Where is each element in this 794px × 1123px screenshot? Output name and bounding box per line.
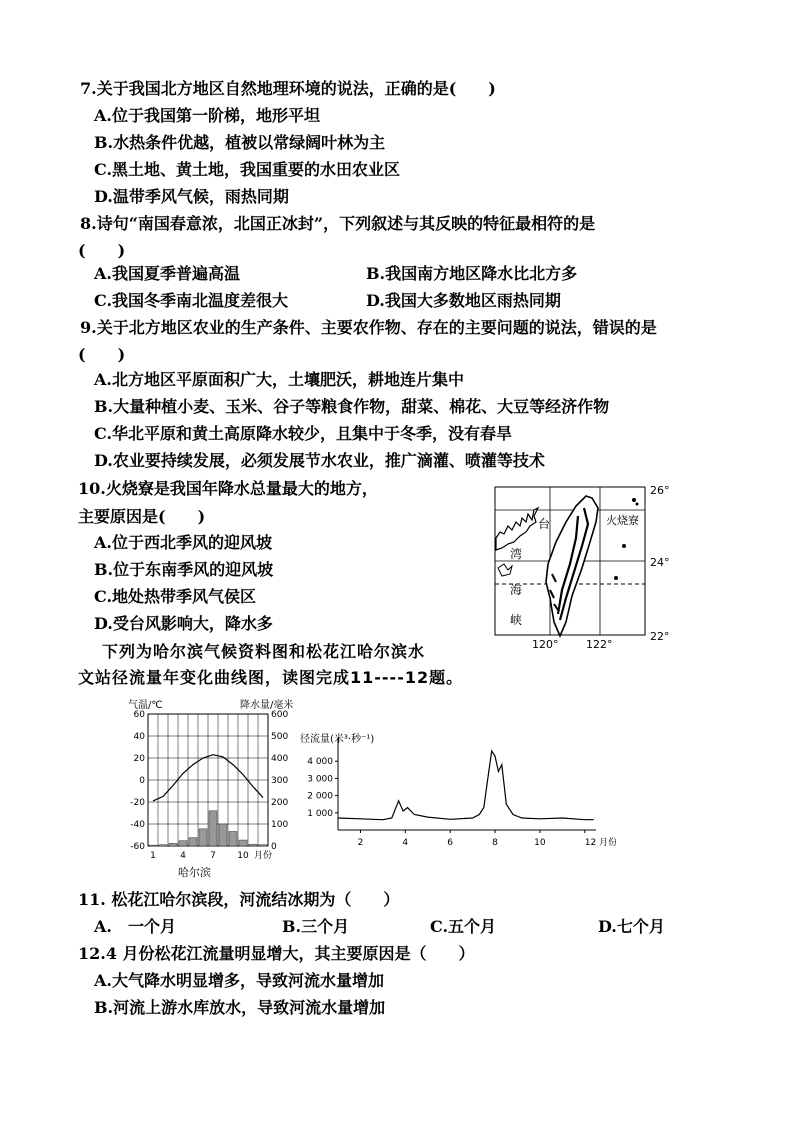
- climate-ytick-right: 400: [271, 754, 289, 764]
- precipitation-bar: [159, 845, 167, 846]
- q10-stem-1: 10.火烧寮是我国年降水总量最大的地方，: [78, 479, 378, 498]
- q8-option-d: D.我国大多数地区雨热同期: [366, 291, 561, 310]
- q9-option-a: A.北方地区平原面积广大，土壤肥沃，耕地连片集中: [94, 370, 464, 389]
- runoff-xtick: 6: [447, 838, 454, 848]
- intro-line-1: 下列为哈尔滨气候资料图和松花江哈尔滨水: [102, 642, 426, 661]
- precipitation-bar: [229, 831, 237, 846]
- climate-ytick-left: 60: [133, 710, 145, 720]
- climate-ytick-right: 500: [271, 732, 289, 742]
- climate-ytick-right: 100: [271, 820, 289, 830]
- precipitation-bar: [219, 824, 227, 846]
- precipitation-bar: [249, 844, 257, 846]
- map-label-huoshaoliao: 火烧寮: [606, 514, 639, 527]
- precipitation-bar: [169, 843, 177, 846]
- island-dot: [614, 576, 618, 580]
- precipitation-bar: [209, 811, 217, 846]
- precipitation-bar: [189, 838, 197, 846]
- climate-ylabel-right: 降水量/毫米: [240, 700, 294, 711]
- q12-stem: 12.4 月份松花江流量明显增大，其主要原因是（ ）: [78, 944, 475, 963]
- q10-option-d: D.受台风影响大，降水多: [94, 614, 273, 633]
- lon-label-120: 120°: [532, 638, 559, 648]
- q7-option-d: D.温带季风气候，雨热同期: [94, 187, 289, 206]
- map-label-tai: 台: [538, 517, 551, 531]
- climate-ytick-right: 0: [271, 842, 277, 852]
- q11-option-b: B.三个月: [282, 917, 350, 936]
- climate-ytick-left: -20: [130, 798, 145, 808]
- q11-option-d: D.七个月: [598, 917, 665, 936]
- q10-option-c: C.地处热带季风气侯区: [94, 587, 257, 606]
- climate-title: 哈尔滨: [178, 866, 211, 879]
- q9-paren: ( ): [78, 345, 126, 364]
- climate-xtick-unit: 月份: [254, 851, 273, 861]
- lon-label-122: 122°: [586, 638, 613, 648]
- map-label-xia: 峡: [510, 613, 523, 627]
- climate-ytick-right: 200: [271, 798, 289, 808]
- runoff-xtick: 10: [534, 838, 546, 848]
- map-label-wan: 湾: [510, 547, 523, 561]
- climate-ytick-left: 0: [139, 776, 145, 786]
- runoff-ytick: 4 000: [307, 757, 333, 768]
- climate-xtick: 7: [210, 851, 216, 861]
- runoff-xtick: 8: [492, 838, 498, 848]
- climate-ytick-right: 600: [271, 710, 289, 720]
- lat-label-26: 26°: [650, 486, 670, 497]
- runoff-xtick: 12 月份: [584, 838, 616, 848]
- climate-xtick: 1: [150, 851, 156, 861]
- precipitation-bar: [179, 841, 187, 846]
- q8-stem: 8.诗句“南国春意浓，北国正冰封”，下列叙述与其反映的特征最相符的是: [80, 214, 596, 233]
- climate-ytick-left: 20: [133, 754, 145, 764]
- runoff-ytick: 1 000: [307, 808, 333, 819]
- lat-label-22: 22°: [650, 630, 670, 643]
- climate-ylabel-left: 气温/℃: [128, 700, 163, 711]
- q9-option-b: B.大量种植小麦、玉米、谷子等粮食作物，甜菜、棉花、大豆等经济作物: [94, 397, 610, 416]
- precipitation-bar: [239, 840, 247, 846]
- intro-line-2: 文站径流量年变化曲线图，读图完成11----12题。: [78, 668, 464, 687]
- q7-option-c: C.黑土地、黄土地，我国重要的水田农业区: [94, 160, 401, 179]
- map-label-hai: 海: [510, 583, 523, 597]
- q9-stem: 9.关于北方地区农业的生产条件、主要农作物、存在的主要问题的说法，错误的是: [80, 318, 657, 337]
- runoff-ytick: 2 000: [307, 791, 333, 802]
- harbin-climate-chart: [118, 696, 298, 886]
- q7-option-a: A.位于我国第一阶梯，地形平坦: [94, 106, 320, 125]
- climate-xtick: 4: [180, 851, 186, 861]
- island-dot: [632, 498, 636, 502]
- q8-option-b: B.我国南方地区降水比北方多: [366, 264, 578, 283]
- climate-ytick-left: -40: [130, 820, 145, 830]
- island-dot: [636, 503, 639, 506]
- runoff-xtick: 4: [402, 838, 409, 848]
- q8-paren: ( ): [78, 241, 126, 260]
- q8-option-a: A.我国夏季普遍高温: [94, 264, 240, 283]
- q9-option-c: C.华北平原和黄土高原降水较少，且集中于冬季，没有春旱: [94, 424, 513, 443]
- q8-option-c: C.我国冬季南北温度差很大: [94, 291, 289, 310]
- island-dot: [622, 544, 626, 548]
- runoff-chart: [296, 722, 616, 862]
- q7-stem: 7.关于我国北方地区自然地理环境的说法，正确的是( ): [80, 79, 496, 98]
- precipitation-bar: [259, 845, 267, 846]
- q10-option-b: B.位于东南季风的迎风坡: [94, 560, 274, 579]
- climate-ytick-right: 300: [271, 776, 289, 786]
- q7-option-b: B.水热条件优越，植被以常绿阔叶林为主: [94, 133, 386, 152]
- climate-ytick-left: -60: [130, 842, 145, 852]
- precipitation-bar: [149, 845, 157, 846]
- climate-xtick: 10: [237, 851, 249, 861]
- runoff-xtick: 2: [357, 838, 364, 848]
- runoff-line: [338, 751, 594, 820]
- q11-option-a: A. 一个月: [94, 917, 176, 936]
- climate-ytick-left: 40: [133, 732, 145, 742]
- q11-stem: 11. 松花江哈尔滨段，河流结冰期为（ ）: [78, 890, 400, 909]
- q11-option-c: C.五个月: [430, 917, 497, 936]
- runoff-ytick: 3 000: [307, 774, 333, 785]
- q9-option-d: D.农业要持续发展，必须发展节水农业，推广滴灌、喷灌等技术: [94, 451, 545, 470]
- q10-stem-2: 主要原因是( ): [78, 507, 206, 526]
- q12-option-b: B.河流上游水库放水，导致河流水量增加: [94, 998, 386, 1017]
- runoff-ylabel: 径流量(米³·秒⁻¹): [300, 734, 375, 745]
- lat-label-24: 24°: [650, 556, 670, 569]
- q12-option-a: A.大气降水明显增多，导致河流水量增加: [94, 971, 384, 990]
- q10-option-a: A.位于西北季风的迎风坡: [94, 533, 272, 552]
- precipitation-bar: [199, 829, 207, 846]
- taiwan-map: [494, 486, 680, 648]
